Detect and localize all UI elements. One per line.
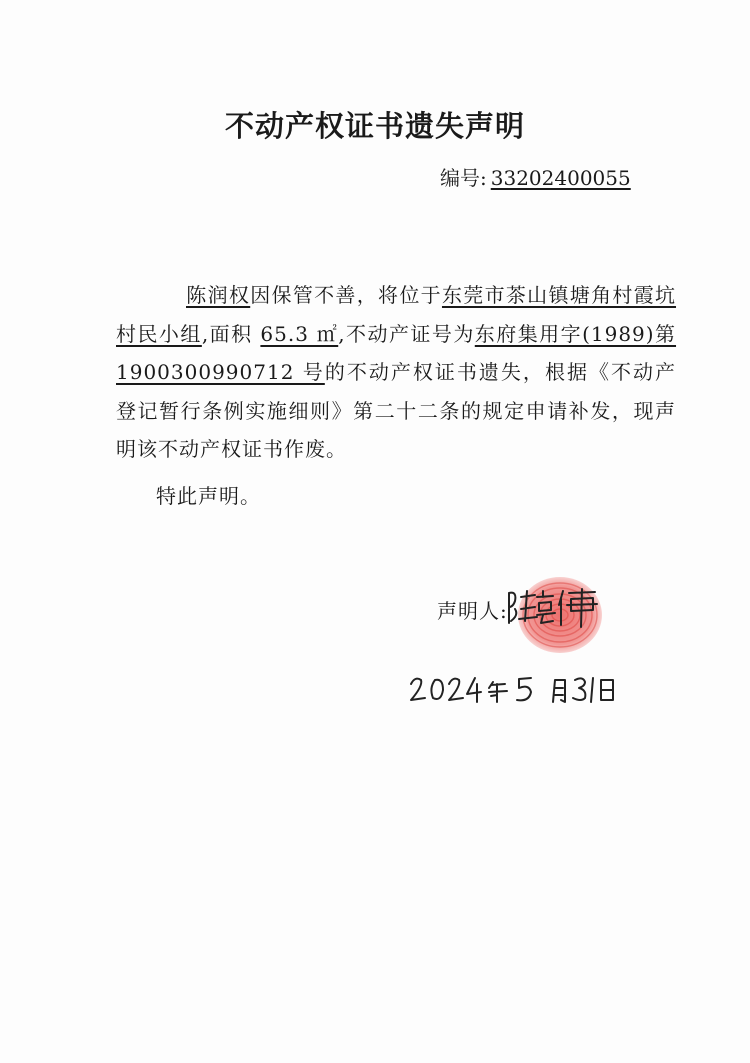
- body-text-4: 的不动产权证书遗失，根据《不动产登记暂行条例实施细则》第二十二条的规定申请补发，现声明该不动产权证书作废。: [116, 360, 677, 461]
- handwritten-signature: [505, 585, 605, 629]
- document-title: 不动产权证书遗失声明: [224, 109, 525, 143]
- property-location: 东莞市茶山镇塘角村霞坑村民小组: [116, 283, 677, 346]
- signing-date: [405, 670, 625, 710]
- closing-statement: 特此声明。: [156, 484, 261, 508]
- body-text-1: 因保管不善，将位于: [250, 283, 442, 307]
- declarant-label: 声明人:: [437, 599, 508, 623]
- document-number: [440, 162, 631, 191]
- property-area: 65.3 ㎡: [260, 321, 339, 346]
- certificate-number: 东府集用字(1989)第 1900300990712 号: [116, 321, 677, 384]
- document-number-value: 33202400055: [490, 166, 631, 190]
- body-text-2: ,面积: [201, 321, 253, 346]
- document-number-label: 编号:: [440, 166, 487, 190]
- handwritten-date: [405, 670, 625, 710]
- declarant-line: [437, 595, 508, 624]
- declaration-body: [116, 276, 676, 469]
- body-text-3: ,不动产证号为: [338, 321, 475, 346]
- owner-name: 陈润权: [186, 283, 251, 307]
